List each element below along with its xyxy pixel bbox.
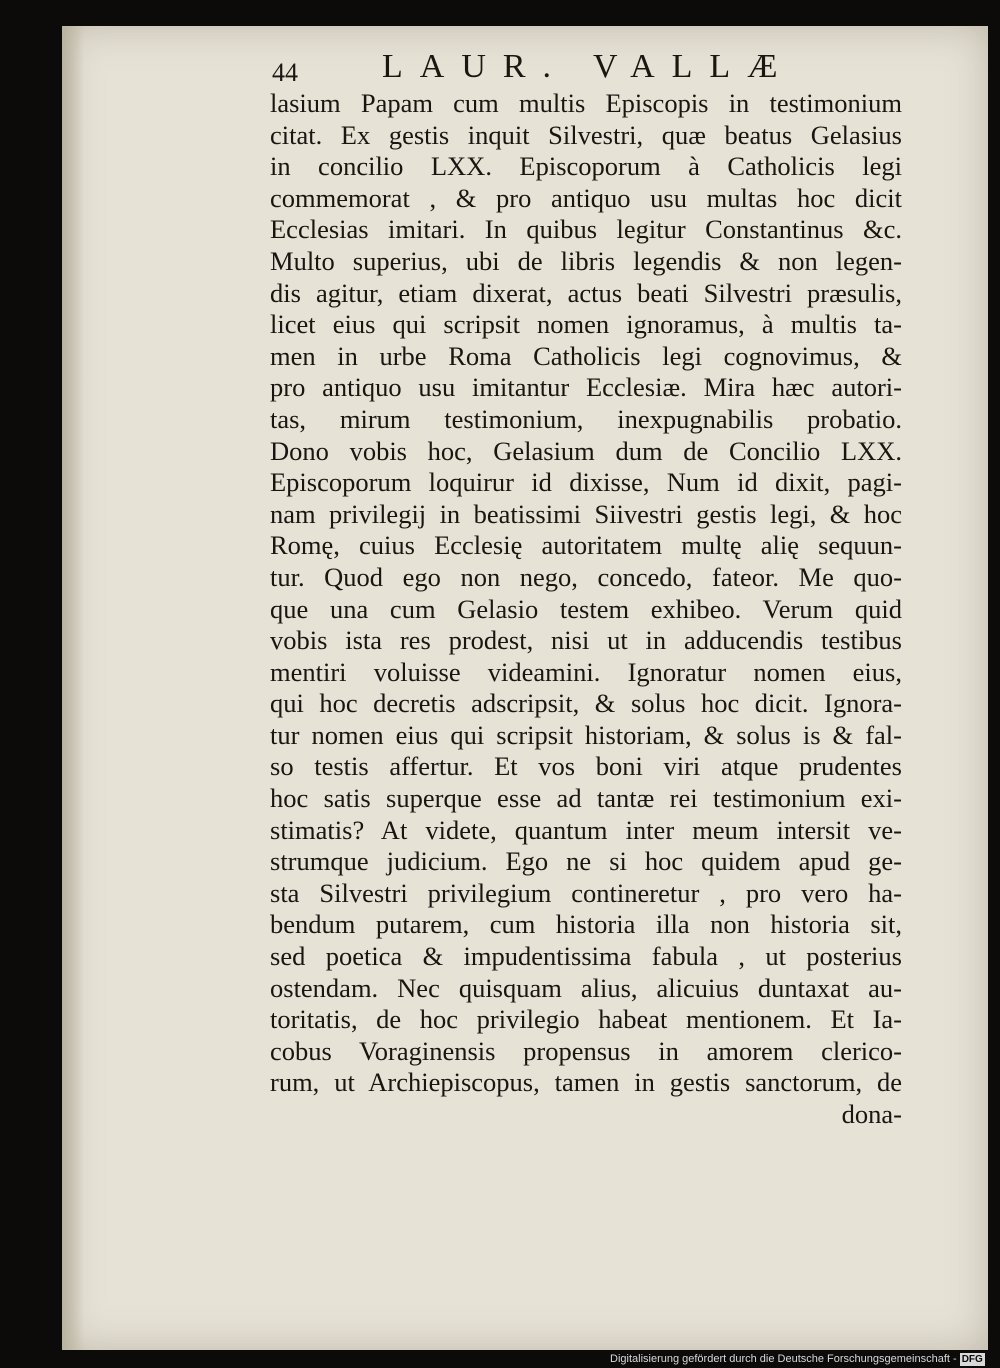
text-line: in concilio LXX. Episcoporum à Catholicis legi <box>270 151 902 182</box>
footer-credit-text: Digitalisierung gefördert durch die Deutsche Forschungsgemeinschaft - <box>610 1353 957 1365</box>
text-line: men in urbe Roma Catholicis legi cognovimus, & <box>270 340 902 371</box>
text-line: lasium Papam cum multis Episcopis in testimonium <box>270 88 902 118</box>
text-line: so testis affertur. Et vos boni viri atque prudentes <box>270 751 902 782</box>
text-line: bendum putarem, cum historia illa non historia sit, <box>270 909 902 940</box>
dfg-logo: DFG <box>961 1354 983 1365</box>
text-line: Episcoporum loquirur id dixisse, Num id dixit, pagi- <box>270 467 902 498</box>
running-title: LAUR. VALLÆ <box>382 48 795 85</box>
text-line: citat. Ex gestis inquit Silvestri, quæ beatus Gelasius <box>270 119 902 150</box>
text-line: dis agitur, etiam dixerat, actus beati Silvestri præsulis, <box>270 277 902 308</box>
text-line: toritatis, de hoc privilegio habeat mentionem. Et Ia- <box>270 1004 902 1035</box>
text-line: pro antiquo usu imitantur Ecclesiæ. Mira hæc autori- <box>270 372 902 403</box>
text-line: nam privilegij in beatissimi Siivestri gestis legi, & hoc <box>270 498 902 529</box>
text-line: ostendam. Nec quisquam alius, alicuius duntaxat au- <box>270 972 902 1003</box>
text-line: hoc satis superque esse ad tantæ rei testimonium exi- <box>270 783 902 814</box>
text-line: licet eius qui scripsit nomen ignoramus, à multis ta- <box>270 309 902 340</box>
digitization-footer <box>610 1350 1000 1368</box>
page-number: 44 <box>272 58 298 87</box>
text-line: Dono vobis hoc, Gelasium dum de Concilio LXX. <box>270 435 902 466</box>
page-gutter-shadow <box>62 26 84 1350</box>
text-line: sta Silvestri privilegium contineretur , pro vero ha- <box>270 877 902 908</box>
text-line: rum, ut Archiepiscopus, tamen in gestis sanctorum, de <box>270 1067 902 1098</box>
text-line: tur nomen eius qui scripsit historiam, & solus is & fal- <box>270 719 902 750</box>
text-line: strumque judicium. Ego ne si hoc quidem apud ge- <box>270 846 902 877</box>
text-line: commemorat , & pro antiquo usu multas hoc dicit <box>270 182 902 213</box>
text-line: tur. Quod ego non nego, concedo, fateor. Me quo- <box>270 561 902 592</box>
text-line: tas, mirum testimonium, inexpugnabilis probatio. <box>270 403 902 434</box>
text-line: stimatis? At videte, quantum inter meum intersit ve- <box>270 814 902 845</box>
text-line: cobus Voraginensis propensus in amorem clerico- <box>270 1035 902 1066</box>
text-line: vobis ista res prodest, nisi ut in adducendis testibus <box>270 625 902 656</box>
text-line: Multo superius, ubi de libris legendis & non legen- <box>270 245 902 276</box>
text-line: dona- <box>841 1099 902 1129</box>
text-line: Romę, cuius Ecclesię autoritatem multę alię sequun- <box>270 530 902 561</box>
text-line: sed poetica & impudentissima fabula , ut posterius <box>270 941 902 972</box>
text-line: que una cum Gelasio testem exhibeo. Verum quid <box>270 593 902 624</box>
body-text <box>270 88 902 1131</box>
page-header <box>272 48 892 92</box>
text-line: qui hoc decretis adscripsit, & solus hoc dicit. Ignora- <box>270 688 902 719</box>
text-line: Ecclesias imitari. In quibus legitur Constantinus &c. <box>270 214 902 245</box>
text-line: mentiri voluisse videamini. Ignoratur nomen eius, <box>270 656 902 687</box>
